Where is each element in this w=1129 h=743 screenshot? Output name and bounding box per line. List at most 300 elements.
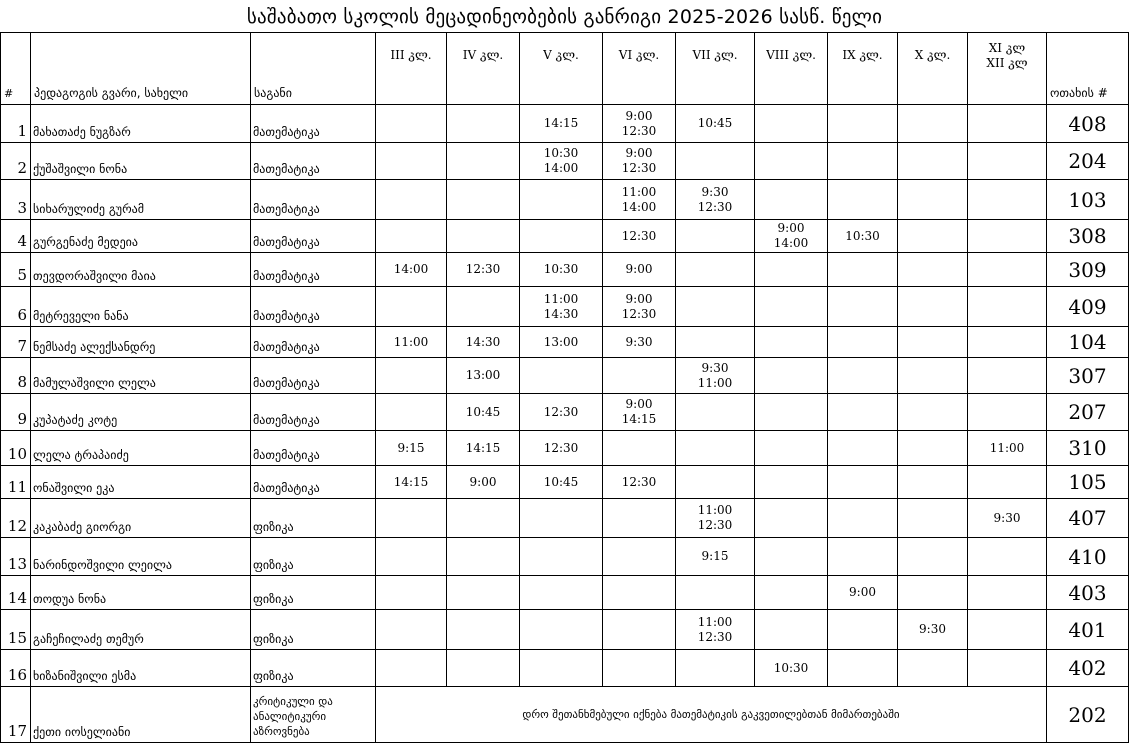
time-cell: [447, 431, 520, 466]
room-number: 309: [1047, 253, 1129, 287]
teacher-name: მეტრეველი ნანა: [31, 287, 251, 327]
time-cell: [755, 358, 828, 394]
time-cell: [603, 143, 676, 180]
subject: ფიზიკა: [251, 499, 376, 538]
time-cell: [376, 287, 447, 327]
lesson-time: 9:00: [469, 474, 497, 489]
lesson-time: 11:00: [393, 334, 429, 349]
row-number: 8: [1, 358, 31, 394]
lesson-time: 9:15: [701, 549, 729, 563]
teacher-name: მახათაძე ნუგზარ: [31, 105, 251, 143]
time-cell: [755, 180, 828, 220]
teacher-name: ხიზანიშვილი ესმა: [31, 650, 251, 687]
lesson-time: 14:15: [543, 116, 579, 130]
time-cell: [520, 220, 603, 253]
time-cell: [828, 576, 898, 610]
time-cell: [376, 105, 447, 143]
time-cell: [828, 431, 898, 466]
time-cell: [755, 538, 828, 576]
table-row: [1, 499, 1129, 538]
time-cell: [376, 610, 447, 650]
lesson-time: 11:00: [543, 291, 579, 306]
subject-line: ანალიტიკური: [253, 710, 327, 723]
lesson-time: 12:30: [465, 262, 501, 276]
room-number: 204: [1047, 143, 1129, 180]
time-cell: [447, 180, 520, 220]
subject-line: აზროვნება: [253, 725, 310, 738]
time-cell: [828, 180, 898, 220]
time-cell: [447, 253, 520, 287]
time-cell: [676, 327, 755, 358]
time-cell: [968, 287, 1047, 327]
teacher-name: თევდორაშვილი მაია: [31, 253, 251, 287]
lesson-time: 9:00: [777, 221, 805, 235]
time-cell: [676, 143, 755, 180]
lesson-time: 9:30: [625, 334, 653, 349]
header-room: ოთახის #: [1047, 33, 1129, 105]
time-cell: [676, 253, 755, 287]
lesson-time: 9:00: [625, 291, 653, 306]
time-cell: [520, 327, 603, 358]
time-cell: [376, 220, 447, 253]
time-cell: [447, 287, 520, 327]
time-cell: [520, 253, 603, 287]
teacher-name: კაკაბაძე გიორგი: [31, 499, 251, 538]
header-grade: VI კლ.: [603, 33, 676, 105]
subject: მათემატიკა: [251, 466, 376, 499]
time-cell: [520, 287, 603, 327]
time-cell: [968, 576, 1047, 610]
row-number: 2: [1, 143, 31, 180]
subject: მათემატიკა: [251, 358, 376, 394]
header-grade-xii: XII კლ: [986, 56, 1028, 70]
time-cell: [828, 394, 898, 431]
header-grade: X კლ.: [898, 33, 968, 105]
row-number: 16: [1, 650, 31, 687]
time-cell: [828, 538, 898, 576]
lesson-time: 12:30: [621, 228, 657, 243]
room-number: 310: [1047, 431, 1129, 466]
time-cell: [968, 220, 1047, 253]
time-cell: [755, 253, 828, 287]
time-cell: [898, 220, 968, 253]
time-cell: [828, 220, 898, 253]
time-cell: [376, 576, 447, 610]
time-cell: [520, 466, 603, 499]
lesson-time: 12:30: [543, 440, 579, 455]
room-number: 410: [1047, 538, 1129, 576]
lesson-time: 9:30: [993, 510, 1021, 525]
lesson-time: 9:00: [849, 585, 876, 599]
teacher-name: თოდუა ნონა: [31, 576, 251, 610]
header-grade-xi: XI კლ: [988, 41, 1026, 55]
time-cell: [968, 650, 1047, 687]
lesson-time: 14:30: [543, 306, 579, 321]
table-row: [1, 466, 1129, 499]
table-row: [1, 287, 1129, 327]
time-cell: [968, 253, 1047, 287]
subject: მათემატიკა: [251, 180, 376, 220]
room-number: 105: [1047, 466, 1129, 499]
lesson-time: 9:00: [625, 146, 653, 160]
lesson-time: 12:30: [621, 474, 657, 489]
time-cell: [447, 466, 520, 499]
time-cell: [376, 466, 447, 499]
teacher-name: სიხარულიძე გურამ: [31, 180, 251, 220]
time-cell: [447, 220, 520, 253]
table-row: [1, 143, 1129, 180]
room-number: 103: [1047, 180, 1129, 220]
time-cell: [376, 499, 447, 538]
time-cell: [520, 180, 603, 220]
time-cell: [603, 358, 676, 394]
subject: მათემატიკა: [251, 143, 376, 180]
lesson-time: 14:15: [621, 412, 657, 426]
room-number: 307: [1047, 358, 1129, 394]
time-cell: [828, 650, 898, 687]
room-number: 202: [1047, 687, 1129, 743]
header-grade: IV კლ.: [447, 33, 520, 105]
header-grade: VII კლ.: [676, 33, 755, 105]
time-cell: [520, 105, 603, 143]
lesson-time: 14:15: [465, 440, 501, 455]
teacher-name: ონაშვილი ეკა: [31, 466, 251, 499]
lesson-time: 14:00: [393, 262, 429, 276]
time-cell: [898, 105, 968, 143]
time-cell: [828, 610, 898, 650]
lesson-time: 12:30: [697, 199, 733, 214]
time-cell: [376, 180, 447, 220]
time-cell: [603, 287, 676, 327]
time-cell: [828, 466, 898, 499]
time-cell: [603, 610, 676, 650]
lesson-time: 12:30: [621, 123, 657, 138]
lesson-time: 10:30: [543, 146, 579, 160]
lesson-time: 11:00: [621, 184, 657, 199]
lesson-time: 10:30: [845, 228, 880, 243]
time-cell: [603, 576, 676, 610]
time-cell: [968, 105, 1047, 143]
time-cell: [676, 466, 755, 499]
row-number: 11: [1, 466, 31, 499]
time-cell: [603, 394, 676, 431]
row-number: 15: [1, 610, 31, 650]
row-number: 14: [1, 576, 31, 610]
time-cell: [520, 610, 603, 650]
time-cell: [968, 431, 1047, 466]
room-number: 402: [1047, 650, 1129, 687]
subject-line: კრიტიკული და: [253, 695, 333, 708]
teacher-name: ლელა ტრაპაიძე: [31, 431, 251, 466]
time-cell: [447, 650, 520, 687]
time-cell: [447, 538, 520, 576]
room-number: 409: [1047, 287, 1129, 327]
time-cell: [603, 105, 676, 143]
time-cell: [376, 431, 447, 466]
room-number: 401: [1047, 610, 1129, 650]
time-cell: [676, 358, 755, 394]
time-cell: [898, 466, 968, 499]
room-number: 207: [1047, 394, 1129, 431]
teacher-name: ქეთი იოსელიანი: [31, 687, 251, 743]
time-cell: [898, 253, 968, 287]
time-cell: [447, 576, 520, 610]
row-number: 7: [1, 327, 31, 358]
time-cell: [676, 499, 755, 538]
time-cell: [898, 431, 968, 466]
time-cell: [828, 358, 898, 394]
time-cell: [898, 394, 968, 431]
time-cell: [520, 576, 603, 610]
table-row: [1, 180, 1129, 220]
time-cell: [898, 499, 968, 538]
time-cell: [968, 466, 1047, 499]
subject: ფიზიკა: [251, 650, 376, 687]
time-cell: [520, 358, 603, 394]
lesson-time: 11:00: [989, 440, 1025, 455]
lesson-time: 13:00: [465, 368, 501, 382]
row-number: 17: [1, 687, 31, 743]
lesson-time: 10:45: [465, 404, 501, 419]
time-cell: [603, 180, 676, 220]
teacher-name: გაჩეჩილაძე თემურ: [31, 610, 251, 650]
time-cell: [968, 610, 1047, 650]
time-cell: [447, 394, 520, 431]
time-cell: [376, 143, 447, 180]
row-number: 9: [1, 394, 31, 431]
table-row: [1, 610, 1129, 650]
time-cell: [676, 610, 755, 650]
schedule-note: დრო შეთანხმებული იქნება მათემატიკის გაკვეთილებთან მიმართებაში: [376, 687, 1047, 743]
time-cell: [676, 650, 755, 687]
time-cell: [520, 499, 603, 538]
time-cell: [520, 143, 603, 180]
time-cell: [603, 499, 676, 538]
row-number: 13: [1, 538, 31, 576]
time-cell: [376, 650, 447, 687]
time-cell: [376, 358, 447, 394]
time-cell: [828, 327, 898, 358]
lesson-time: 9:30: [701, 360, 729, 375]
lesson-time: 14:00: [773, 236, 809, 250]
page-title: საშაბათო სკოლის მეცადინეობების განრიგი 2025-2026 სასწ. წელი: [246, 6, 883, 28]
lesson-time: 12:30: [697, 629, 733, 644]
lesson-time: 9:00: [625, 397, 653, 411]
time-cell: [898, 327, 968, 358]
lesson-time: 9:00: [625, 262, 653, 276]
subject: მათემატიკა: [251, 253, 376, 287]
row-number: 6: [1, 287, 31, 327]
header-grade: III კლ.: [376, 33, 447, 105]
time-cell: [676, 105, 755, 143]
time-cell: [968, 327, 1047, 358]
lesson-time: 10:45: [543, 474, 579, 489]
lesson-time: 9:30: [919, 622, 946, 636]
header-number: #: [1, 33, 31, 105]
lesson-time: 12:30: [543, 404, 579, 419]
header-row: [1, 33, 1129, 105]
table-row: [1, 394, 1129, 431]
time-cell: [447, 327, 520, 358]
time-cell: [755, 143, 828, 180]
time-cell: [898, 143, 968, 180]
row-number: 5: [1, 253, 31, 287]
time-cell: [520, 394, 603, 431]
lesson-time: 14:00: [543, 161, 579, 175]
lesson-time: 13:00: [543, 334, 579, 349]
time-cell: [828, 143, 898, 180]
room-number: 308: [1047, 220, 1129, 253]
time-cell: [676, 220, 755, 253]
table-row: [1, 105, 1129, 143]
time-cell: [376, 538, 447, 576]
table-row: [1, 431, 1129, 466]
lesson-time: 11:00: [697, 614, 733, 629]
row-number: 1: [1, 105, 31, 143]
time-cell: [755, 287, 828, 327]
subject: მათემატიკა: [251, 431, 376, 466]
time-cell: [676, 576, 755, 610]
time-cell: [898, 287, 968, 327]
lesson-time: 14:00: [621, 199, 657, 214]
time-cell: [520, 538, 603, 576]
time-cell: [603, 327, 676, 358]
table-row: [1, 253, 1129, 287]
subject: მათემატიკა: [251, 287, 376, 327]
time-cell: [376, 394, 447, 431]
time-cell: [755, 220, 828, 253]
time-cell: [755, 327, 828, 358]
time-cell: [968, 394, 1047, 431]
teacher-name: ქუშაშვილი ნონა: [31, 143, 251, 180]
table-row: [1, 220, 1129, 253]
lesson-time: 11:00: [697, 503, 733, 517]
time-cell: [676, 180, 755, 220]
lesson-time: 9:30: [701, 184, 729, 199]
time-cell: [676, 287, 755, 327]
time-cell: [828, 253, 898, 287]
time-cell: [676, 394, 755, 431]
room-number: 104: [1047, 327, 1129, 358]
time-cell: [898, 650, 968, 687]
time-cell: [520, 431, 603, 466]
time-cell: [898, 610, 968, 650]
time-cell: [376, 327, 447, 358]
time-cell: [898, 576, 968, 610]
time-cell: [968, 358, 1047, 394]
room-number: 408: [1047, 105, 1129, 143]
time-cell: [755, 394, 828, 431]
time-cell: [447, 610, 520, 650]
subject: მათემატიკა: [251, 327, 376, 358]
header-grade-xi-xii: [968, 33, 1047, 105]
time-cell: [755, 576, 828, 610]
teacher-name: ნარინდოშვილი ლეილა: [31, 538, 251, 576]
subject: მათემატიკა: [251, 220, 376, 253]
time-cell: [828, 105, 898, 143]
time-cell: [755, 466, 828, 499]
subject: [251, 687, 376, 743]
time-cell: [603, 220, 676, 253]
time-cell: [828, 499, 898, 538]
lesson-time: 11:00: [697, 375, 733, 390]
header-grade: VIII კლ.: [755, 33, 828, 105]
time-cell: [447, 105, 520, 143]
time-cell: [603, 253, 676, 287]
lesson-time: 12:30: [697, 518, 733, 532]
time-cell: [376, 253, 447, 287]
room-number: 403: [1047, 576, 1129, 610]
header-teacher-name: პედაგოგის გვარი, სახელი: [31, 33, 251, 105]
row-number: 12: [1, 499, 31, 538]
table-row: [1, 687, 1129, 743]
time-cell: [755, 650, 828, 687]
table-row: [1, 650, 1129, 687]
subject: ფიზიკა: [251, 610, 376, 650]
time-cell: [603, 431, 676, 466]
lesson-time: 9:00: [625, 108, 653, 123]
table-row: [1, 538, 1129, 576]
row-number: 10: [1, 431, 31, 466]
time-cell: [968, 538, 1047, 576]
teacher-name: გურგენაძე მედეია: [31, 220, 251, 253]
time-cell: [755, 105, 828, 143]
time-cell: [603, 650, 676, 687]
table-row: [1, 358, 1129, 394]
lesson-time: 12:30: [621, 161, 657, 175]
lesson-time: 10:45: [697, 116, 733, 130]
subject: ფიზიკა: [251, 538, 376, 576]
time-cell: [898, 538, 968, 576]
lesson-time: 14:30: [465, 334, 501, 349]
header-grade: IX კლ.: [828, 33, 898, 105]
lesson-time: 14:15: [393, 474, 429, 489]
row-number: 3: [1, 180, 31, 220]
row-number: 4: [1, 220, 31, 253]
time-cell: [447, 499, 520, 538]
time-cell: [676, 538, 755, 576]
teacher-name: კუპატაძე კოტე: [31, 394, 251, 431]
time-cell: [520, 650, 603, 687]
time-cell: [898, 180, 968, 220]
time-cell: [676, 431, 755, 466]
time-cell: [603, 538, 676, 576]
time-cell: [755, 610, 828, 650]
schedule-body: [1, 105, 1129, 743]
time-cell: [755, 499, 828, 538]
time-cell: [898, 358, 968, 394]
table-row: [1, 327, 1129, 358]
time-cell: [968, 499, 1047, 538]
time-cell: [447, 143, 520, 180]
subject: ფიზიკა: [251, 576, 376, 610]
header-grade: V კლ.: [520, 33, 603, 105]
time-cell: [828, 287, 898, 327]
time-cell: [447, 358, 520, 394]
room-number: 407: [1047, 499, 1129, 538]
lesson-time: 10:30: [543, 262, 579, 276]
lesson-time: 9:15: [397, 440, 425, 455]
time-cell: [603, 466, 676, 499]
time-cell: [968, 180, 1047, 220]
time-cell: [755, 431, 828, 466]
teacher-name: ნემსაძე ალექსანდრე: [31, 327, 251, 358]
table-row: [1, 576, 1129, 610]
time-cell: [968, 143, 1047, 180]
subject: მათემატიკა: [251, 105, 376, 143]
header-subject: საგანი: [251, 33, 376, 105]
lesson-time: 10:30: [773, 660, 809, 675]
